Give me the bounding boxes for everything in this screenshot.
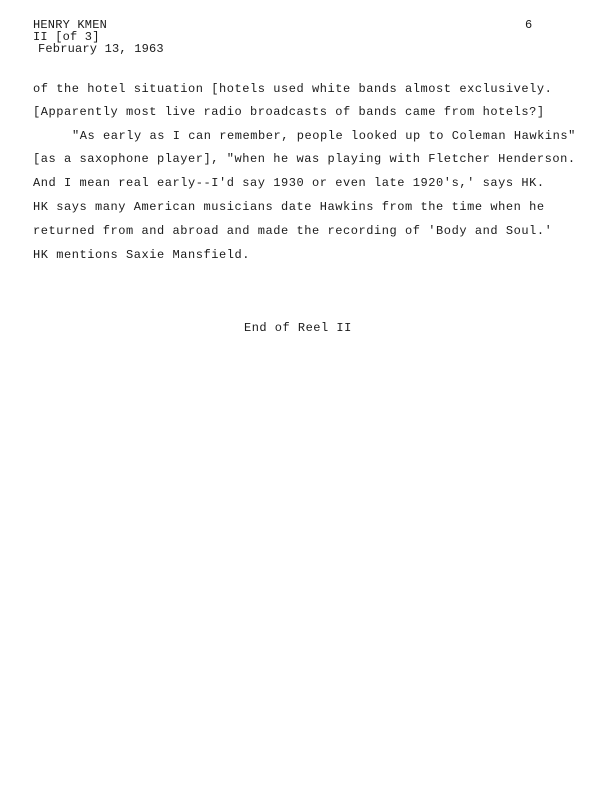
interviewee-name: HENRY KMEN [33, 18, 108, 32]
body-line: returned from and abroad and made the recording of 'Body and Soul.' [33, 224, 553, 238]
body-line: And I mean real early--I'd say 1930 or even late 1920's,' says HK. [33, 176, 545, 190]
body-line: [Apparently most live radio broadcasts of bands came from hotels?] [33, 105, 545, 119]
body-line: [as a saxophone player], "when he was playing with Fletcher Henderson. [33, 152, 576, 166]
body-line: of the hotel situation [hotels used white bands almost exclusively. [33, 82, 553, 96]
end-of-reel-note: End of Reel II [244, 321, 352, 335]
body-line: HK says many American musicians date Hawkins from the time when he [33, 200, 545, 214]
page-number: 6 [525, 18, 533, 32]
body-line: "As early as I can remember, people looked up to Coleman Hawkins" [72, 129, 576, 143]
body-line: HK mentions Saxie Mansfield. [33, 248, 251, 262]
interview-date: February 13, 1963 [38, 42, 164, 56]
reel-indicator: II [of 3] [33, 30, 100, 44]
